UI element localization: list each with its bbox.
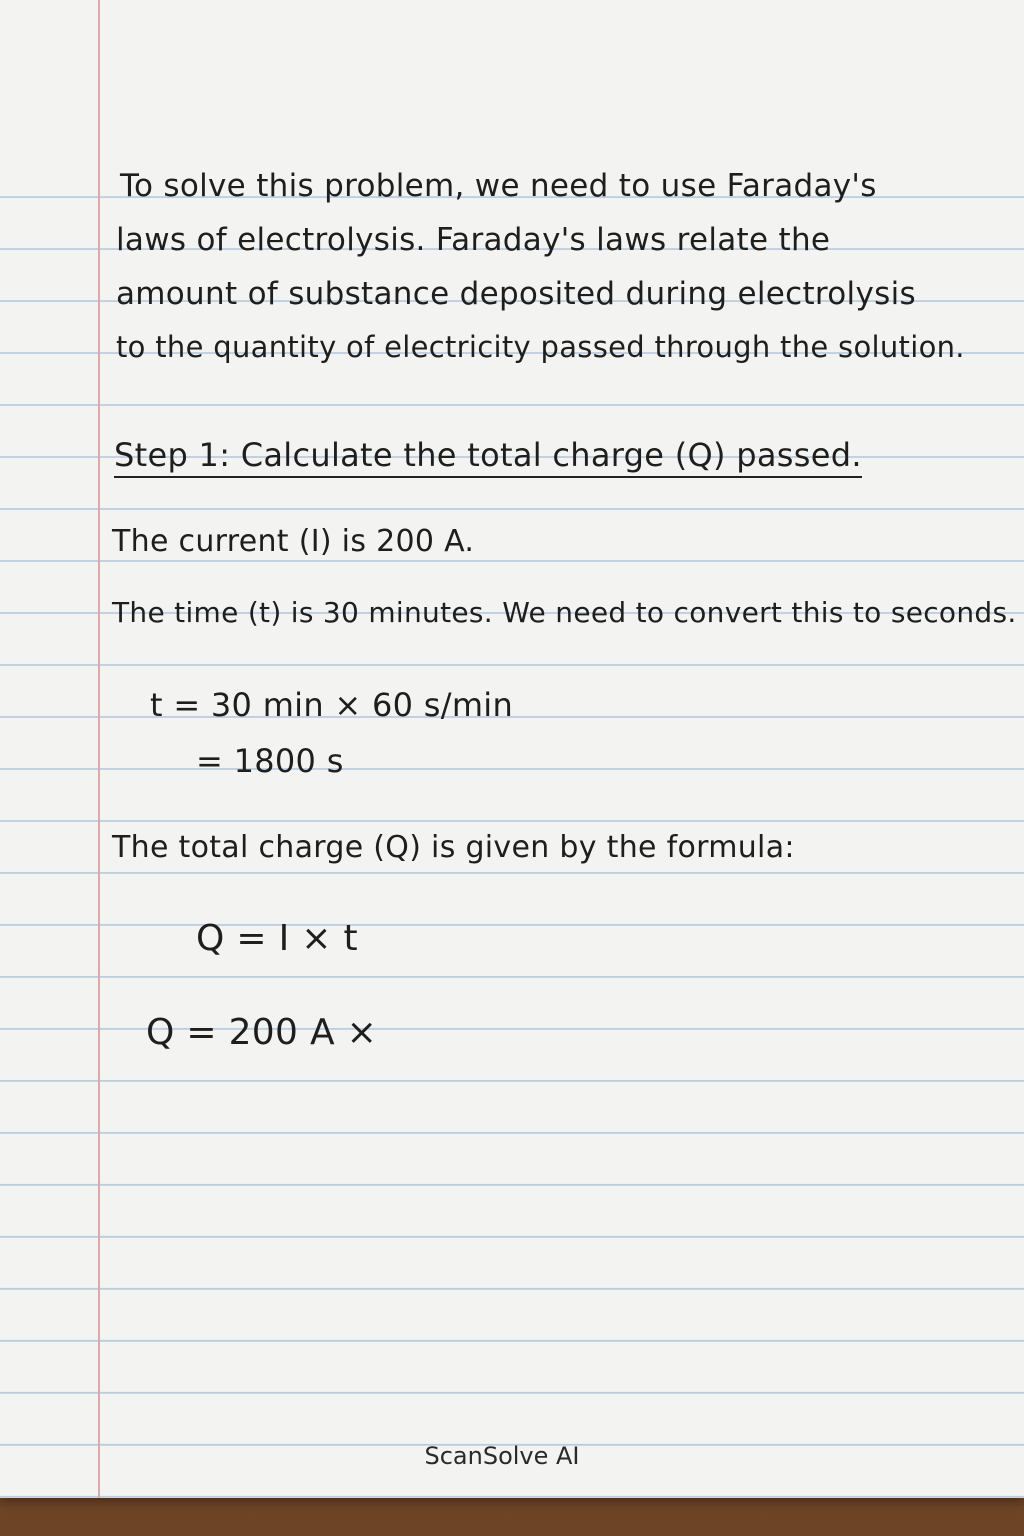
- formula-general: Q = I × t: [196, 918, 358, 959]
- formula-substituted: Q = 200 A ×: [146, 1012, 378, 1053]
- conversion-line-1: t = 30 min × 60 s/min: [150, 686, 514, 724]
- intro-line-3: amount of substance deposited during electrolysis: [116, 276, 916, 312]
- given-current: The current (I) is 200 A.: [112, 524, 475, 559]
- margin-line: [98, 0, 100, 1498]
- given-time: The time (t) is 30 minutes. We need to convert this to seconds.: [112, 596, 1017, 629]
- step-1-heading: Step 1: Calculate the total charge (Q) passed.: [114, 436, 862, 478]
- page-top-blank: [0, 0, 1024, 146]
- brand-watermark: ScanSolve AI: [424, 1442, 580, 1470]
- intro-line-1: To solve this problem, we need to use Faraday's: [120, 168, 877, 204]
- intro-line-2: laws of electrolysis. Faraday's laws relate the: [116, 222, 831, 258]
- conversion-line-2: = 1800 s: [196, 742, 344, 780]
- intro-line-4: to the quantity of electricity passed through the solution.: [116, 330, 965, 364]
- formula-intro: The total charge (Q) is given by the formula:: [112, 830, 795, 865]
